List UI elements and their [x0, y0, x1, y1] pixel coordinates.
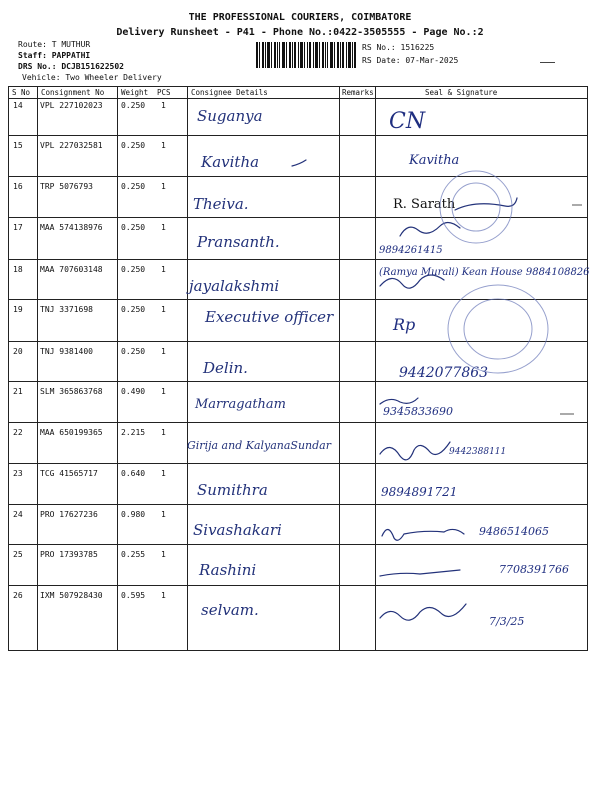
- row-pcs: 1: [161, 141, 166, 150]
- row-signature: 7708391766: [499, 563, 569, 576]
- row-signature: Rp: [393, 315, 416, 334]
- runsheet-table: [8, 86, 588, 651]
- barcode: [256, 42, 356, 68]
- row-consignee: Theiva.: [193, 195, 249, 213]
- pen-mark: [540, 62, 555, 63]
- row-pcs: 1: [161, 347, 166, 356]
- row-signature: Kavitha: [409, 153, 460, 168]
- row-sno: 26: [13, 591, 23, 600]
- row-consignee: Kavitha: [201, 153, 260, 171]
- row-consignment: PRO 17393785: [40, 550, 98, 559]
- row-consignment: MAA 707603148: [40, 265, 103, 274]
- row-weight: 0.250: [121, 141, 146, 150]
- row-weight: 0.250: [121, 101, 146, 110]
- company-title: THE PROFESSIONAL COURIERS, COIMBATORE: [188, 12, 412, 23]
- row-weight: 2.215: [121, 428, 146, 437]
- row-consignee: Girija and KalyanaSundar: [187, 439, 331, 452]
- row-consignee: Sumithra: [197, 481, 268, 499]
- row-weight: 0.250: [121, 347, 146, 356]
- row-consignee: selvam.: [201, 601, 259, 619]
- staff-label: Staff: PAPPATHI: [18, 51, 91, 60]
- row-sno: 23: [13, 469, 23, 478]
- row-weight: 0.595: [121, 591, 146, 600]
- row-consignee: Marragatham: [195, 397, 286, 412]
- row-consignment: TNJ 3371698: [40, 305, 93, 314]
- row-signature: 9486514065: [479, 525, 549, 538]
- col-header-consignee: Consignee Details: [191, 88, 268, 97]
- row-consignment: VPL 227102023: [40, 101, 103, 110]
- row-consignee: Delin.: [203, 359, 248, 377]
- row-pcs: 1: [161, 550, 166, 559]
- row-consignee: Suganya: [197, 107, 263, 125]
- row-consignee: Sivashakari: [193, 521, 282, 539]
- row-weight: 0.255: [121, 550, 146, 559]
- row-consignment: TCG 41565717: [40, 469, 98, 478]
- row-weight: 0.980: [121, 510, 146, 519]
- row-pcs: 1: [161, 305, 166, 314]
- row-weight: 0.640: [121, 469, 146, 478]
- row-sno: 21: [13, 387, 23, 396]
- row-signature: 7/3/25: [489, 615, 525, 628]
- rs-date: RS Date: 07-Mar-2025: [362, 56, 459, 65]
- row-consignment: IXM 507928430: [40, 591, 103, 600]
- row-signature: 9345833690: [383, 405, 453, 418]
- row-consignee: Executive officer: [205, 308, 334, 326]
- row-consignee: jayalakshmi: [189, 277, 280, 295]
- row-consignment: TRP 5076793: [40, 182, 93, 191]
- row-sno: 19: [13, 305, 23, 314]
- row-pcs: 1: [161, 182, 166, 191]
- row-sno: 24: [13, 510, 23, 519]
- row-sno: 22: [13, 428, 23, 437]
- row-weight: 0.250: [121, 265, 146, 274]
- row-pcs: 1: [161, 469, 166, 478]
- row-weight: 0.250: [121, 305, 146, 314]
- col-header-weight: Weight: [121, 88, 149, 97]
- row-consignment: MAA 574138976: [40, 223, 103, 232]
- row-pcs: 1: [161, 510, 166, 519]
- row-consignment: TNJ 9381400: [40, 347, 93, 356]
- row-pcs: 1: [161, 265, 166, 274]
- vehicle-label: Vehicle: Two Wheeler Delivery: [22, 73, 162, 82]
- row-consignment: VPL 227032581: [40, 141, 103, 150]
- row-pcs: 1: [161, 223, 166, 232]
- row-signature: 9442077863: [399, 365, 489, 381]
- row-signature: CN: [389, 109, 426, 134]
- col-header-sno: S No: [12, 88, 31, 97]
- rs-number: RS No.: 1516225: [362, 43, 435, 52]
- row-pcs: 1: [161, 428, 166, 437]
- row-sno: 18: [13, 265, 23, 274]
- row-weight: 0.250: [121, 182, 146, 191]
- row-pcs: 1: [161, 101, 166, 110]
- row-signature: 9894891721: [381, 485, 458, 499]
- row-consignee: Pransanth.: [197, 233, 280, 251]
- col-header-pcs: PCS: [157, 88, 171, 97]
- row-consignment: SLM 365863768: [40, 387, 103, 396]
- row-sno: 17: [13, 223, 23, 232]
- row-sno: 15: [13, 141, 23, 150]
- route-label: Route: T MUTHUR: [18, 40, 91, 49]
- row-consignment: PRO 17627236: [40, 510, 98, 519]
- row-sno: 16: [13, 182, 23, 191]
- col-header-consignment: Consignment No: [41, 88, 105, 97]
- row-signature: R. Sarath: [393, 197, 456, 212]
- row-sno: 20: [13, 347, 23, 356]
- row-signature: 9442388111: [449, 447, 507, 457]
- row-pcs: 1: [161, 591, 166, 600]
- row-pcs: 1: [161, 387, 166, 396]
- row-consignee: Rashini: [199, 561, 257, 579]
- row-signature: (Ramya Murali) Kean House 9884108826: [379, 267, 590, 278]
- col-header-remarks: Remarks: [342, 88, 374, 97]
- row-sno: 25: [13, 550, 23, 559]
- row-signature: 9894261415: [379, 245, 443, 256]
- runsheet-subtitle: Delivery Runsheet - P41 - Phone No.:0422-3505555 - Page No.:2: [116, 27, 484, 38]
- row-consignment: MAA 650199365: [40, 428, 103, 437]
- drs-label: DRS No.: DCJB151622502: [18, 62, 124, 71]
- row-weight: 0.490: [121, 387, 146, 396]
- row-weight: 0.250: [121, 223, 146, 232]
- col-header-signature: Seal & Signature: [425, 88, 498, 97]
- row-sno: 14: [13, 101, 23, 110]
